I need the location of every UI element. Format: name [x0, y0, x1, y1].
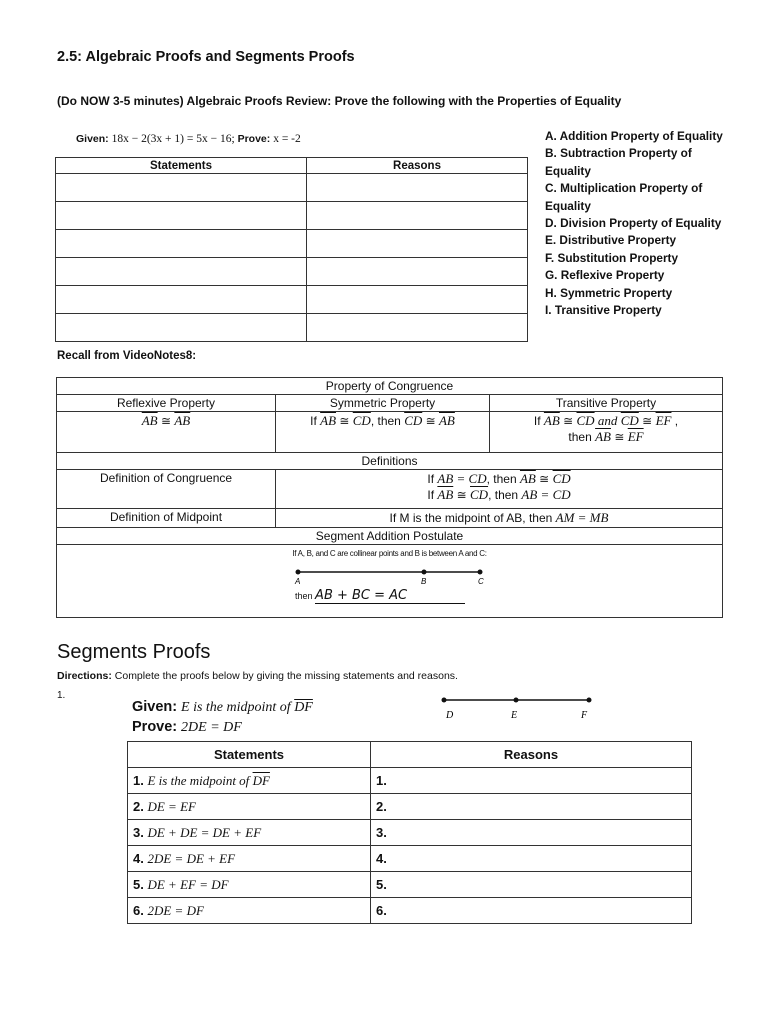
collinear-text: If A, B, and C are collinear points and B is between A and C: [292, 549, 487, 558]
symmetric-label: Symmetric Property [276, 395, 490, 412]
handwritten-answer: AB + BC = AC [315, 588, 465, 604]
property-item: C. Multiplication Property of Equality [545, 181, 703, 213]
given-2: Given: E is the midpoint of $\overline{DF}$ Prove: 2DE = DF [132, 699, 313, 735]
problem-number: 1. [57, 690, 66, 701]
statement-cell: 4. 2DE = DE + EF [128, 846, 371, 872]
reasons-header: Reasons [371, 742, 692, 768]
algebra-proof-table [55, 157, 528, 342]
property-item: E. Distributive Property [545, 233, 677, 248]
directions: Directions: Complete the proofs below by giving the missing statements and reasons. [57, 670, 458, 682]
label-a: A [294, 577, 300, 586]
statement-cell[interactable] [56, 314, 307, 342]
page-title: 2.5: Algebraic Proofs and Segments Proofs [57, 49, 355, 65]
reflexive-label: Reflexive Property [57, 395, 276, 412]
symmetric-formula: If $\overline{AB}$ ≅ $\overline{CD}$, then $\overline{CD}$ ≅ $\overline{AB}$ [276, 412, 490, 453]
properties-list [545, 128, 725, 319]
statement-cell: 3. DE + DE = DE + EF [128, 820, 371, 846]
statement-cell: 1. E is the midpoint of $\overline{DF}$ [128, 768, 371, 794]
property-item: D. Division Property of Equality [545, 216, 722, 231]
label-d: D [446, 710, 454, 721]
reason-cell[interactable] [307, 202, 528, 230]
point-c [477, 570, 482, 575]
reflexive-formula: $\overline{AB}$ ≅ $\overline{AB}$ [57, 412, 276, 453]
label-b: B [420, 577, 426, 586]
reason-cell[interactable] [307, 286, 528, 314]
reason-cell[interactable] [307, 258, 528, 286]
property-item: F. Substitution Property [545, 250, 679, 265]
def-midpoint-formula: If M is the midpoint of AB, then AM = MB [276, 509, 723, 528]
definitions-header: Definitions [57, 453, 723, 470]
reason-cell[interactable]: 6. [371, 898, 692, 924]
congruence-header: Property of Congruence [57, 378, 723, 395]
label-f: F [581, 710, 588, 721]
reason-cell[interactable] [307, 230, 528, 258]
transitive-label: Transitive Property [490, 395, 723, 412]
statement-cell[interactable] [56, 286, 307, 314]
point-b [421, 570, 426, 575]
statements-header: Statements [56, 158, 307, 174]
def-congruence-formula: If AB = CD, then $\overline{AB}$ ≅ $\overline{CD}$ If $\overline{AB}$ ≅ $\overline{CD}$, then AB = CD [276, 470, 723, 509]
def-congruence-label: Definition of Congruence [57, 470, 276, 509]
reason-cell[interactable]: 2. [371, 794, 692, 820]
statement-cell: 6. 2DE = DF [128, 898, 371, 924]
congruence-table [56, 377, 723, 618]
point-d [442, 698, 447, 703]
reason-cell[interactable]: 4. [371, 846, 692, 872]
reason-cell[interactable] [307, 174, 528, 202]
statement-cell[interactable] [56, 202, 307, 230]
given-text: E is the midpoint of $\overline{DF}$ [181, 700, 313, 715]
segments-title: Segments Proofs [57, 641, 211, 663]
point-e [514, 698, 519, 703]
reason-cell[interactable]: 5. [371, 872, 692, 898]
given-1: Given: 18x − 2(3x + 1) = 5x − 16; Prove: x = -2 [76, 133, 301, 145]
statement-cell[interactable] [56, 174, 307, 202]
statement-cell[interactable] [56, 230, 307, 258]
property-item: A. Addition Property of Equality [545, 129, 723, 143]
segment-abc-figure [290, 564, 490, 586]
point-a [295, 570, 300, 575]
property-item: H. Symmetric Property [545, 285, 673, 300]
point-f [587, 698, 592, 703]
segment-proof-table [127, 741, 692, 924]
reason-cell[interactable]: 1. [371, 768, 692, 794]
statement-cell: 2. DE = EF [128, 794, 371, 820]
transitive-formula: If $\overline{AB}$ ≅ $\overline{CD}$ and $\overline{CD}$ ≅ $\overline{EF}$ , then $\overline{AB}$ ≅ $\overline{EF}$ [490, 412, 723, 453]
then-line: then AB + BC = AC [295, 588, 719, 604]
property-item: I. Transitive Property [545, 303, 662, 318]
reasons-header: Reasons [307, 158, 528, 174]
segment-addition-header: Segment Addition Postulate [57, 528, 723, 545]
reason-cell[interactable] [307, 314, 528, 342]
statement-cell[interactable] [56, 258, 307, 286]
do-now-heading: (Do NOW 3-5 minutes) Algebraic Proofs Review: Prove the following with the Properties of Equality [57, 94, 622, 108]
reason-cell[interactable]: 3. [371, 820, 692, 846]
statements-header: Statements [128, 742, 371, 768]
label-c: C [477, 577, 484, 586]
label-e: E [511, 710, 518, 721]
recall-label: Recall from VideoNotes8: [57, 350, 197, 362]
property-item: G. Reflexive Property [545, 268, 665, 283]
statement-cell: 5. DE + EF = DF [128, 872, 371, 898]
segment-def-figure [440, 692, 600, 722]
property-item: B. Subtraction Property of Equality [545, 146, 692, 178]
def-midpoint-label: Definition of Midpoint [57, 509, 276, 528]
segment-addition-body [57, 545, 723, 618]
